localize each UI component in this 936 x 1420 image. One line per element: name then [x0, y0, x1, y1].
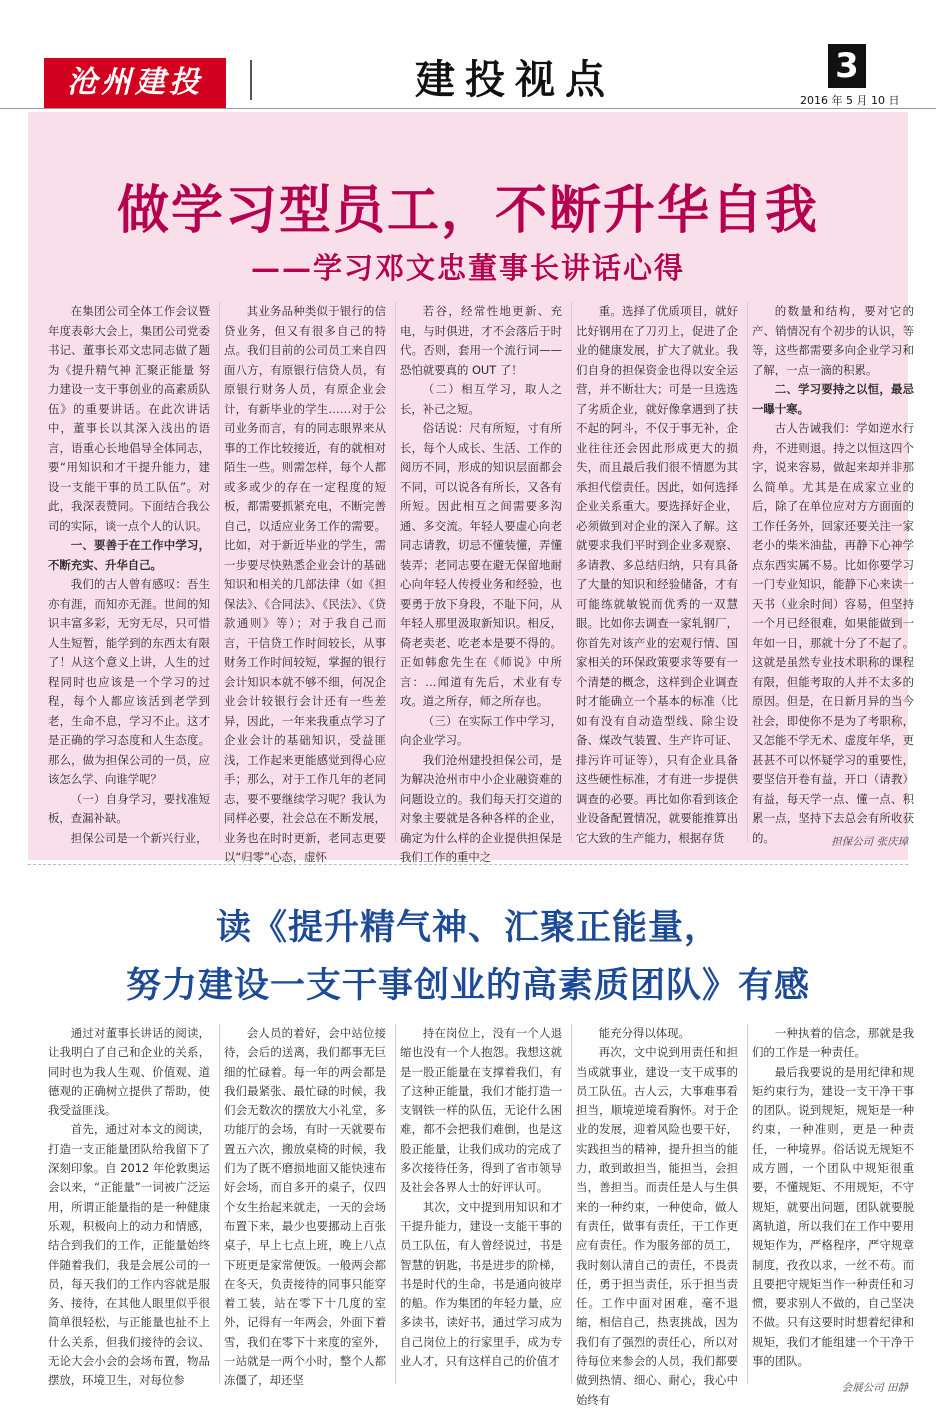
article-paragraph: 古人告诫我们：学如逆水行舟，不进则退。持之以恒这四个字，说来容易，做起来却并非那么简单。尤其是在成家立业的后，除了在单位应对方方面面的工作任务外，回家还要关注一家老小的柴米油盐，再静下心神学点东西实属不易。比如你要学习一门专业知识，能静下心来读一天书（业余时间）容易，但坚持一个月已经很难，如果能做到一年如一日，那就十分了不起了。这就是虽然专业技术职称的课程有限，但能考取的人并不太多的原因。但是，在日新月异的当今社会，即使你不是为了考职称，又怎能不学无术、虚度年华，更甚甚不可以怀疑学习的重要性，要坚信开卷有益，开口（请教）有益，每天学一点、懂一点、积累一点，坚持下去总会有所收获的。 — [752, 421, 914, 845]
article-2-byline: 会展公司 田静 — [841, 1382, 908, 1394]
article-paragraph: 二、学习要持之以恒，最忌一曝十寒。 — [752, 382, 914, 416]
article-2-column-1 — [48, 1024, 210, 1388]
column-divider — [747, 1024, 748, 1384]
article-paragraph: 担保公司是一个新兴行业， — [70, 830, 208, 845]
column-divider — [219, 302, 220, 842]
article-2-title-line-1: 读《提升精气神、汇聚正能量， — [215, 908, 720, 948]
article-paragraph: 能充分得以体现。 — [598, 1026, 690, 1040]
article-paragraph: 在集团公司全体工作会议暨年度表彰大会上，集团公司党委书记、董事长邓文忠同志做了题为《提升精气神 汇聚正能量 努力建设一支干事创业的高素质队伍》的重要讲话。在此次讲话中，董事长以其深入浅出的语言，语重心长地倡导全体同志，要“用知识和才干提升能力，建设一支能干事的员工队伍”。对此，我深表赞同。下面结合我公司的实际，谈一点个人的认识。 — [48, 304, 210, 533]
article-paragraph: 其次，文中提到用知识和才干提升能力，建设一支能干事的员工队伍，有人曾经说过，书是智慧的钥匙，书是进步的阶梯，书是时代的生命，书是通向彼岸的船。作为集团的年轻力量，应多读书，读好书，通过学习成为自己岗位上的行家里手，成为专业人才，只有这样自己的价值才 — [400, 1199, 562, 1369]
column-divider — [395, 302, 396, 842]
column-divider — [219, 1024, 220, 1384]
article-1-subtitle: ——学习邓文忠董事长讲话心得 — [250, 251, 685, 285]
article-paragraph: 再次，文中说到用责任和担当成就事业，建设一支干成事的员工队伍。古人云，大事难事看担当，顺境逆境看胸怀。对于企业的发展，迎着风险也要干好，实践担当的精神，提升担当的能力，敢到敢担当，能担当，会担当，善担当。而责任是人与生俱来的一种约束，一种使命，做人有责任，做事有责任，干工作更应有责任。作为服务部的员工，我时刻认清自己的责任，不畏责任，勇于担当责任，乐于担当责任。工作中面对困难，毫不退缩，相信自己，热衷挑战，因为我们有了强烈的责任心，所以对待每位来参会的人员，我们都要做到热情、细心、耐心，我心中始终有 — [576, 1045, 738, 1407]
article-paragraph: 我们的古人曾有感叹：吾生亦有涯，而知亦无涯。世间的知识丰富多彩，无穷无尽，只可惜人生短暂，能学到的东西太有限了！从这个意义上讲，人生的过程同时也应该是一个学习的过程，每个人都应该活到老学到老，生命不息，学习不止。这才是正确的学习态度和人生态度。那么，做为担保公司的一员，应该怎么学、向谁学呢？ — [48, 577, 210, 786]
article-paragraph: （二）相互学习，取人之长，补己之短。 — [400, 382, 562, 416]
article-paragraph: 持在岗位上，没有一个人退缩也没有一个人抱怨。我想这就是一股正能量在支撑着我们，有了这种正能量，我们才能打造一支钢铁一样的队伍，无论什么困难，都不会把我们难倒，也是这股正能量，让我们成功的完成了多次接待任务，得到了省市领导及社会各界人士的好评认可。 — [400, 1026, 562, 1195]
article-paragraph: 会人员的着好，会中站位接待，会后的送离，我们都事无巨细的忙碌着。每一年的两会都是我们最紧张、最忙碌的时候，我们会无数次的摆放大小礼堂，多功能厅的会场，有时一天就要布置五六次，搬放桌椅的时候，我们为了既不磨损地面又能快速布好会场，而自多开的桌子，仅四个女生抬起来就走，一天的会场布置下来，最少也要挪动上百张桌子，早上七点上班，晚上八点下班更是家常便饭。一般两会都在冬天，负责接待的同事只能穿着工装，站在零下十几度的室外，记得有一年两会，外面下着雪，我们在零下十来度的室外，一站就是一两个小时，整个人都冻僵了，却还坚 — [224, 1026, 386, 1388]
article-2-column-2 — [224, 1024, 386, 1388]
article-2-title-line-2: 努力建设一支干事创业的高素质团队》有感 — [125, 966, 810, 1006]
article-divider — [28, 864, 908, 865]
article-1-column-2 — [224, 302, 386, 864]
publication-date: 2016 年 5 月 10 日 — [800, 94, 900, 107]
article-paragraph: 的数量和结构，要对它的产、销情况有个初步的认识，等等，这些都需要多向企业学习和了解，一点一滴的积累。 — [752, 304, 914, 377]
column-divider — [571, 1024, 572, 1384]
article-1-title: 做学习型员工，不断升华自我 — [116, 180, 819, 241]
column-divider — [747, 302, 748, 842]
article-paragraph: 通过对董事长讲话的阅读，让我明白了自己和企业的关系，同时也为我人生观、价值观、道德观的正确树立提供了帮助，使我受益匪浅。 — [48, 1026, 210, 1118]
article-1 — [28, 112, 914, 864]
section-title: 建投视点 — [415, 56, 615, 103]
article-paragraph: （三）在实际工作中学习，向企业学习。 — [400, 713, 562, 747]
article-paragraph: 我们沧州建投担保公司，是为解决沧州市中小企业融资难的问题设立的。我们每天打交道的对象主要就是各种各样的企业，确定为什么样的企业提供担保是我们工作的重中之 — [400, 752, 562, 864]
article-paragraph: 其业务品种类似于银行的信贷业务，但又有很多自己的特点。我们目前的公司员工来自四面八方，有原银行信贷人员，有原银行财务人员，有原企业会计，有新毕业的学生……对于公司业务而言，有的同志眼界来从事的工作比较接近，有的就相对陌生一些。则需怎样，每个人都或多或少的存在一定程度的短板，都需要抓紧充电，不断完善自己，以适应业务工作的需要。比如，对于新近毕业的学生，需一步要尽快熟悉企业会计的基础知识和相关的几部法律（如《担保法》、《合同法》、《民法》、《贷款通则》等）；对于我自己而言，干信贷工作时间较长，从事财务工作时间较短，掌握的银行会计知识本就不够不细，何况企业会计较银行会计还有一些差异，因此，一年来我重点学习了企业会计的基础知识，受益匪浅，工作起来更能感觉到得心应手；那么，对于工作几年的老同志，要不要继续学习呢？我认为同样必要，社会总在不断发展，业务也在时时更新，老同志更要以“归零”心态，虚怀 — [224, 304, 386, 864]
column-divider — [395, 1024, 396, 1384]
article-1-column-1 — [48, 302, 210, 852]
article-2 — [28, 872, 914, 1407]
article-2-column-5 — [752, 1024, 914, 1376]
newspaper-logo: 沧州建投 — [44, 58, 226, 108]
article-paragraph: 俗话说：尺有所短，寸有所长，每个人成长、生活、工作的阅历不同，形成的知识层面都会不同，可以说各有所长，又各有所短。因此相互之间需要多沟通、多交流。年轻人要虚心向老同志请教，切忌不懂装懂，弄懂装弄；老同志要在避无保留地耐心向年轻人传授业务和经验，也要勇于放下身段，不耻下问，从年轻人那里汲取新知识。相反，倚老卖老、吃老本是要不得的。正如韩愈先生在《师说》中所言：…闻道有先后，术业有专攻。道之所存，师之所存也。 — [400, 421, 562, 708]
article-paragraph: 一种执着的信念，那就是我们的工作是一种责任。 — [752, 1026, 914, 1060]
article-1-byline: 担保公司 张庆璋 — [831, 836, 908, 848]
article-1-column-4 — [576, 302, 738, 852]
article-2-column-4 — [576, 1024, 738, 1407]
masthead-rule — [0, 108, 936, 109]
masthead — [0, 0, 936, 107]
article-paragraph: 首先，通过对本文的阅读，打造一支正能量团队给我留下了深刻印象。自 2012 年伦敦奥运会以来，“正能量”一词被广泛运用，所谓正能量指的是一种健康乐观，积极向上的动力和情感，结合到我们的工作，正能量始终伴随着我们，我是会展公司的一员，每天我们的工作内容就是服务、接待，在其他人眼里似乎很简单很轻松，与正能量也扯不上什么关系，但我们接待的会议、无论大会小会的会场布置，物品摆放，环境卫生，对每位参 — [48, 1122, 210, 1388]
page-number: 3 — [828, 44, 866, 88]
article-paragraph: （一）自身学习，要找准短板，查漏补缺。 — [48, 791, 210, 825]
article-1-column-3 — [400, 302, 562, 864]
column-divider — [571, 302, 572, 842]
article-paragraph: 若谷，经常性地更新、充电，与时俱进，才不会落后于时代。否则，套用一个流行词——恐怕就要真的 OUT 了！ — [400, 304, 562, 377]
article-paragraph: 最后我要说的是用纪律和规矩约束行为，建设一支干净干事的团队。说到规矩，规矩是一种约束，一种准则，更是一种责任，一种境界。俗话说无规矩不成方圆，一个团队中规矩很重要，不懂规矩、不用规矩，不守规矩，就要出问题，团队就要脱离轨道，所以我们在工作中要用规矩作为，严格程序，严守规章制度，孜孜以求，一丝不苟。而且要把守规矩当作一种责任和习惯，要求别人不做的，自己坚决不做。只有这要时时想着纪律和规矩，我们才能组建一个干净干事的团队。 — [752, 1064, 914, 1369]
article-paragraph: 重。选择了优质项目，就好比好钢用在了刀刃上，促进了企业的健康发展，扩大了就业。我们自身的担保资金也得以安全运营，并不断壮大；可是一旦选选了劣质企业，就好像拿遇到了扶不起的阿斗，不仅于事无补，企业往往还会因此形成更大的损失，而且最后我们很不情愿为其承担代偿责任。因此，如何选择企业关系重大。要选择好企业，必须做到对企业的深入了解。这就要求我们平时到企业多观察、多请教、多总结归纳，只有具备了大量的知识和经验储备，才有可能练就敏锐而优秀的一双慧眼。比如你去调查一家轧钢厂，你首先对该产业的宏观行情、国家相关的环保政策要求等要有一个清楚的概念，这样到企业调查时才能确立一个基本的标准（比如有没有自动造型线、除尘设备、煤改气装置、生产许可证、排污许可证等），只有企业具备这些硬性标准，才有进一步提供调查的必要。再比如你看到该企业设备配置情况，就要能推算出它大致的生产能力，根据存货 — [576, 304, 738, 845]
article-paragraph: 一、要善于在工作中学习，不断充实、升华自己。 — [48, 538, 210, 572]
article-2-column-3 — [400, 1024, 562, 1376]
logo-divider — [250, 60, 252, 100]
